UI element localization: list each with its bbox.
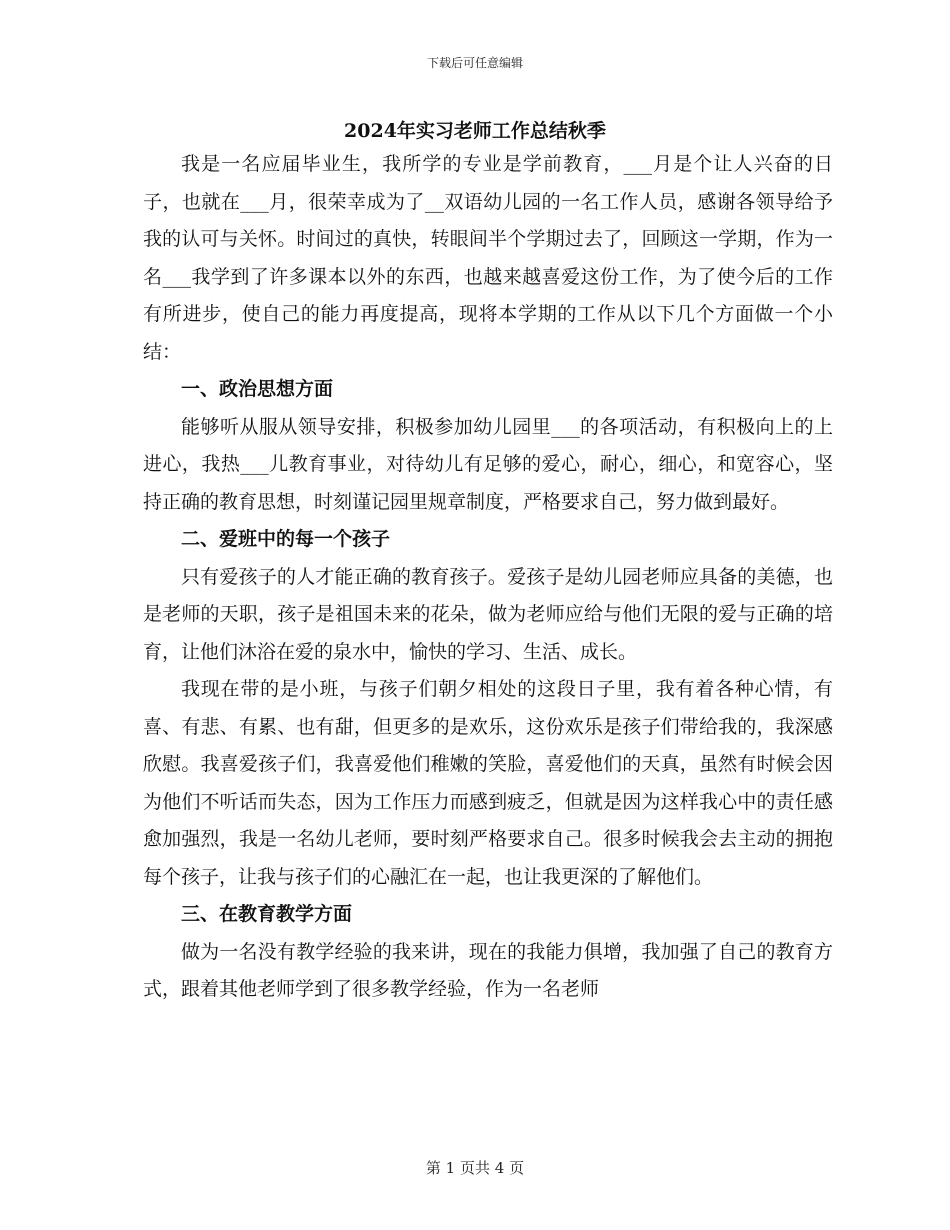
section-heading-politics: 一、政治思想方面 bbox=[181, 378, 334, 400]
politics-paragraph: 能够听从服从领导安排，积极参加幼儿园里___的各项活动，有积极向上的上进心，我热___儿教育事业，对待幼儿有足够的爱心，耐心，细心，和宽容心，坚持正确的教育思想，时刻谨记园里规章制度，严格要求自己，努力做到最好。 bbox=[143, 415, 833, 513]
children-paragraph-2: 我现在带的是小班，与孩子们朝夕相处的这段日子里，我有着各种心情，有喜、有悲、有累、也有甜，但更多的是欢乐，这份欢乐是孩子们带给我的，我深感欣慰。我喜爱孩子们，我喜爱他们稚嫩的笑脸，喜爱他们的天真，虽然有时候会因为他们不听话而失态，因为工作压力而感到疲乏，但就是因为这样我心中的责任感愈加强烈，我是一名幼儿老师，要时刻严格要求自己。很多时候我会去主动的拥抱每个孩子，让我与孩子们的心融汇在一起，也让我更深的了解他们。 bbox=[143, 678, 833, 888]
document-title: 2024年实习老师工作总结秋季 bbox=[344, 120, 606, 142]
teaching-paragraph: 做为一名没有教学经验的我来讲，现在的我能力俱增，我加强了自己的教育方式，跟着其他老师学到了很多教学经验，作为一名老师 bbox=[143, 940, 833, 1000]
section-heading-teaching: 三、在教育教学方面 bbox=[181, 903, 353, 925]
children-paragraph-1: 只有爱孩子的人才能正确的教育孩子。爱孩子是幼儿园老师应具备的美德，也是老师的天职，孩子是祖国未来的花朵，做为老师应给与他们无限的爱与正确的培育，让他们沐浴在爱的泉水中，愉快的学习、生活、成长。 bbox=[143, 565, 833, 663]
page-footer: 第 1 页共 4 页 bbox=[425, 1159, 525, 1177]
section-heading-children: 二、爱班中的每一个孩子 bbox=[181, 528, 391, 550]
page-header: 下载后可任意编辑 bbox=[426, 56, 523, 70]
document-body bbox=[143, 146, 833, 1009]
intro-paragraph: 我是一名应届毕业生，我所学的专业是学前教育，___月是个让人兴奋的日子，也就在___月，很荣幸成为了__双语幼儿园的一名工作人员，感谢各领导给予我的认可与关怀。时间过的真快，转眼间半个学期过去了，回顾这一学期，作为一名___我学到了许多课本以外的东西，也越来越喜爱这份工作，为了使今后的工作有所进步，使自己的能力再度提高，现将本学期的工作从以下几个方面做一个小结： bbox=[143, 153, 833, 363]
